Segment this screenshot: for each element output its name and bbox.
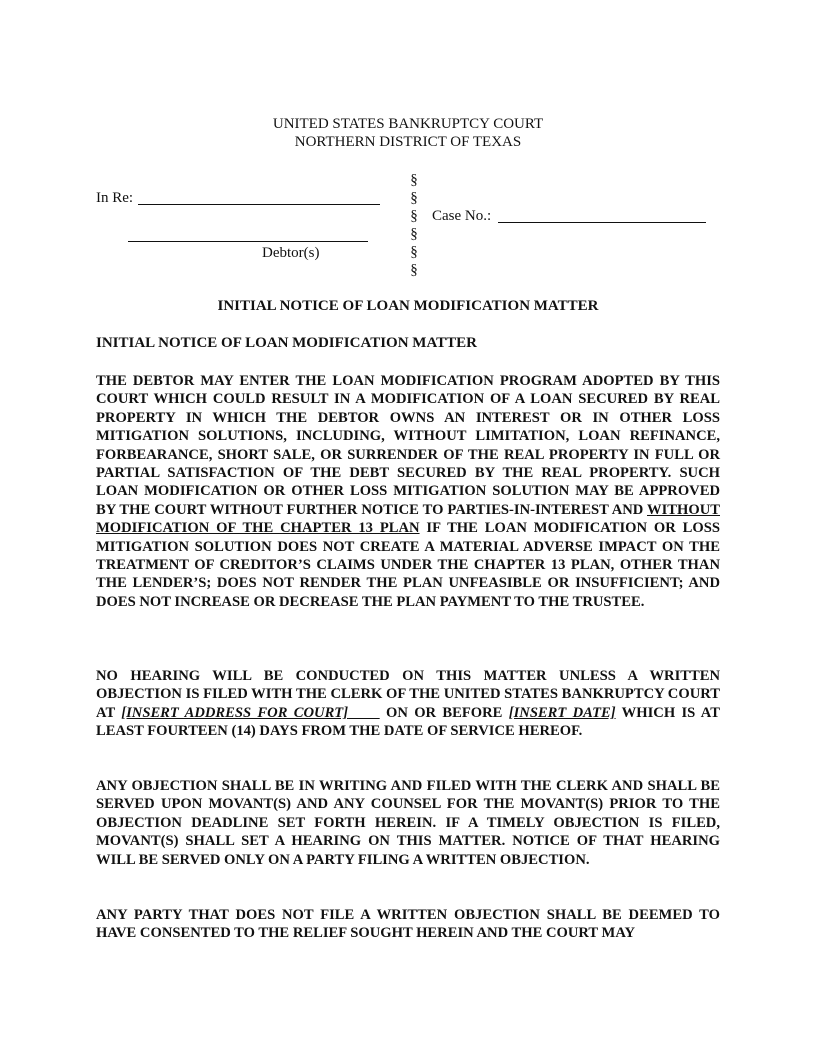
case-no-label: Case No.: bbox=[432, 208, 492, 224]
court-name: UNITED STATES BANKRUPTCY COURT bbox=[272, 116, 544, 132]
court-district: NORTHERN DISTRICT OF TEXAS bbox=[294, 134, 522, 150]
debtor-name-line[interactable] bbox=[128, 241, 368, 242]
section-symbol: § bbox=[410, 244, 418, 260]
date-placeholder[interactable]: [INSERT DATE] bbox=[508, 704, 616, 721]
underlined-text: WITHOUT MODIFICATION OF THE CHAPTER 13 PLAN bbox=[96, 501, 720, 537]
section-symbol: § bbox=[410, 172, 418, 188]
case-no-line[interactable] bbox=[498, 222, 706, 223]
section-heading: INITIAL NOTICE OF LOAN MODIFICATION MATTER bbox=[96, 335, 478, 351]
paragraph-loan-modification bbox=[96, 372, 720, 611]
section-symbol: § bbox=[410, 190, 418, 206]
court-address-placeholder[interactable]: [INSERT ADDRESS FOR COURT] bbox=[121, 704, 349, 721]
paragraph-text: IF THE LOAN MODIFICATION OR LOSS MITIGATION SOLUTION DOES NOT CREATE A MATERIAL ADVERSE IMPACT ON THE TREATMENT OF CREDITOR’S CLAIMS UNDER THE CHAPTER 13 PLAN, OTHER THAN THE LENDER’S; DOES NOT RENDER THE PLAN UNFEASIBLE OR INSUFFICIENT; AND DOES NOT INCREASE OR DECREASE THE PLAN PAYMENT TO THE TRUSTEE. bbox=[96, 520, 720, 610]
paragraph-text: THE DEBTOR MAY ENTER THE LOAN MODIFICATION PROGRAM ADOPTED BY THIS COURT WHICH COULD RESULT IN A MODIFICATION OF A LOAN SECURED BY REAL PROPERTY IN WHICH THE DEBTOR OWNS AN INTEREST OR IN OTHER LOSS MITIGATION SOLUTIONS, INCLUDING, WITHOUT LIMITATION, LOAN REFINANCE, FORBEARANCE, SHORT SALE, OR SURRENDER OF THE REAL PROPERTY IN FULL OR PARTIAL SATISFACTION OF THE DEBT SECURED BY THE REAL PROPERTY. SUCH LOAN MODIFICATION OR OTHER LOSS MITIGATION SOLUTION MAY BE APPROVED BY THE COURT WITHOUT FURTHER NOTICE TO PARTIES-IN-INTEREST AND bbox=[96, 373, 720, 518]
paragraph-objection: ANY OBJECTION SHALL BE IN WRITING AND FILED WITH THE CLERK AND SHALL BE SERVED UPON MOVANT(S) AND ANY COUNSEL FOR THE MOVANT(S) PRIOR TO THE OBJECTION DEADLINE SET FORTH HEREIN. IF A TIMELY OBJECTION IS FILED, MOVANT(S) SHALL SET A HEARING ON THIS MATTER. NOTICE OF THAT HEARING WILL BE SERVED ONLY ON A PARTY FILING A WRITTEN OBJECTION. bbox=[96, 778, 720, 868]
paragraph-text: ON OR BEFORE bbox=[379, 704, 509, 721]
paragraph-hearing bbox=[96, 667, 720, 741]
section-symbol: § bbox=[410, 208, 418, 224]
in-re-line[interactable] bbox=[138, 204, 380, 205]
section-symbol: § bbox=[410, 262, 418, 278]
paragraph-consent: ANY PARTY THAT DOES NOT FILE A WRITTEN OBJECTION SHALL BE DEEMED TO HAVE CONSENTED TO THE RELIEF SOUGHT HEREIN AND THE COURT MAY bbox=[96, 907, 720, 942]
paragraph-text: NO HEARING WILL BE CONDUCTED ON THIS MATTER UNLESS A WRITTEN OBJECTION IS FILED WITH THE CLERK OF THE UNITED STATES BANKRUPTCY COURT AT bbox=[96, 668, 720, 721]
document-title: INITIAL NOTICE OF LOAN MODIFICATION MATTER bbox=[217, 298, 599, 314]
address-blank bbox=[348, 705, 380, 721]
paragraph-text: WHICH IS AT LEAST FOURTEEN (14) DAYS FROM THE DATE OF SERVICE HEREOF. bbox=[96, 704, 720, 740]
debtor-label: Debtor(s) bbox=[262, 245, 320, 261]
in-re-label: In Re: bbox=[96, 190, 134, 206]
section-symbol: § bbox=[410, 226, 418, 242]
